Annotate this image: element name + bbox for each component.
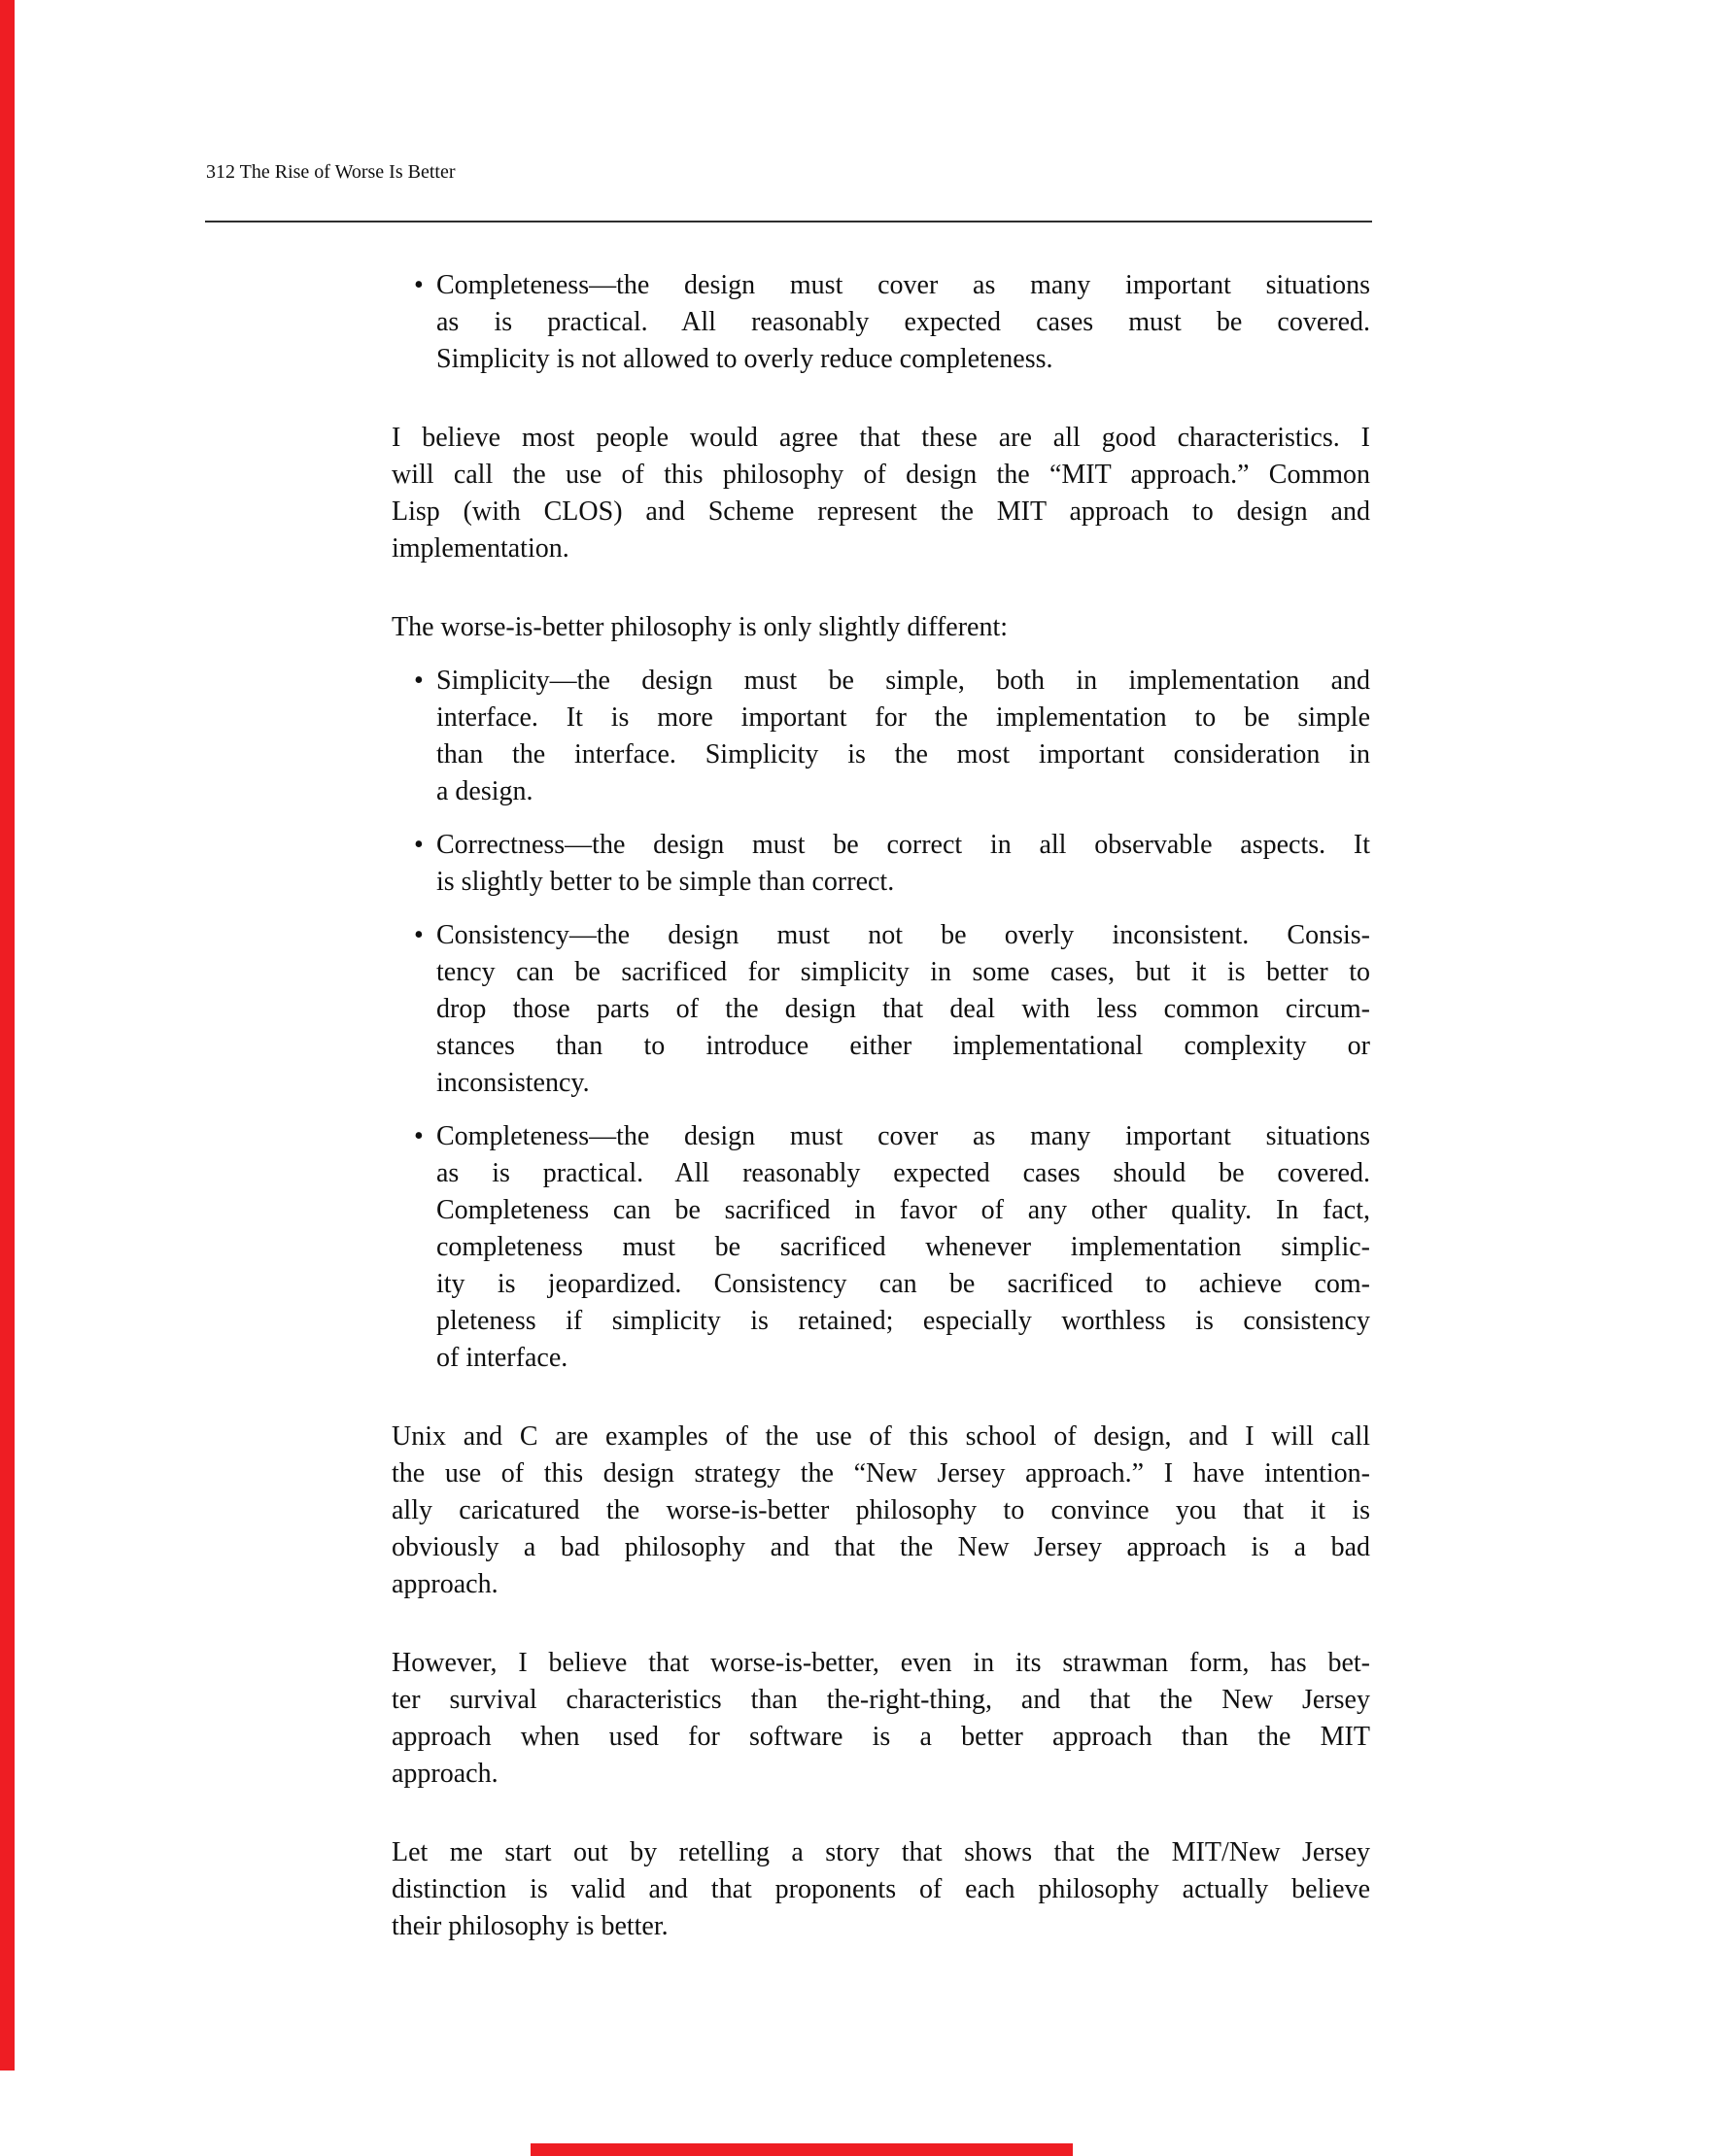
text-line: interface. It is more important for the implementation to be simple (436, 702, 1370, 733)
content (392, 267, 1370, 1945)
bullet-icon: • (414, 666, 424, 696)
text-line: drop those parts of the design that deal with less common circum- (436, 994, 1370, 1024)
text-line: However, I believe that worse-is-better, even in its strawman form, has bet- (392, 1648, 1370, 1678)
left-edge-scroll-marker (0, 0, 15, 2070)
text-line: Completeness—the design must cover as many important situations (436, 1121, 1370, 1151)
paragraph (392, 1834, 1370, 1945)
text-line: is slightly better to be simple than correct. (436, 867, 895, 897)
text-line: Lisp (with CLOS) and Scheme represent the MIT approach to design and (392, 496, 1370, 527)
header-rule (205, 221, 1372, 222)
bullet-item (392, 663, 1370, 810)
paragraph (392, 1645, 1370, 1793)
text-line: will call the use of this philosophy of design the “MIT approach.” Common (392, 460, 1370, 490)
text-line: approach when used for software is a better approach than the MIT (392, 1722, 1370, 1752)
bullet-item (392, 827, 1370, 901)
text-line: the use of this design strategy the “New Jersey approach.” I have intention- (392, 1458, 1370, 1489)
running-header: 312 The Rise of Worse Is Better (206, 161, 456, 183)
bottom-edge-scroll-marker (531, 2143, 1073, 2156)
bullet-icon: • (414, 270, 424, 300)
text-line: Consistency—the design must not be overly inconsistent. Consis- (436, 920, 1370, 950)
text-line: stances than to introduce either implementational complexity or (436, 1031, 1370, 1061)
text-line: as is practical. All reasonably expected cases must be covered. (436, 307, 1370, 337)
text-line: Completeness can be sacrificed in favor of any other quality. In fact, (436, 1195, 1370, 1225)
paragraph (392, 420, 1370, 567)
text-line: their philosophy is better. (392, 1911, 669, 1941)
bullet-item (392, 1118, 1370, 1377)
text-line: obviously a bad philosophy and that the New Jersey approach is a bad (392, 1532, 1370, 1562)
text-line: ity is jeopardized. Consistency can be sacrificed to achieve com- (436, 1269, 1370, 1299)
text-line: ally caricatured the worse-is-better philosophy to convince you that it is (392, 1495, 1370, 1525)
paragraph (392, 1419, 1370, 1603)
bullet-icon: • (414, 830, 424, 860)
text-line: implementation. (392, 533, 569, 564)
text-line: completeness must be sacrificed whenever implementation simplic- (436, 1232, 1370, 1262)
text-line: The worse-is-better philosophy is only slightly different: (392, 612, 1009, 642)
bullet-item (392, 917, 1370, 1102)
text-line: Unix and C are examples of the use of this school of design, and I will call (392, 1421, 1370, 1452)
bullet-icon: • (414, 1121, 424, 1151)
text-line: Simplicity is not allowed to overly reduce completeness. (436, 344, 1053, 374)
text-line: Let me start out by retelling a story that shows that the MIT/New Jersey (392, 1837, 1370, 1867)
text-line: approach. (392, 1569, 499, 1599)
text-line: of interface. (436, 1343, 568, 1373)
text-line: tency can be sacrificed for simplicity in some cases, but it is better to (436, 957, 1370, 987)
text-line: than the interface. Simplicity is the most important consideration in (436, 739, 1370, 770)
text-line: pleteness if simplicity is retained; especially worthless is consistency (436, 1306, 1370, 1336)
text-line: inconsistency. (436, 1068, 590, 1098)
text-line: Correctness—the design must be correct in all observable aspects. It (436, 830, 1370, 860)
text-line: a design. (436, 776, 533, 806)
text-line: Completeness—the design must cover as many important situations (436, 270, 1370, 300)
text-line: Simplicity—the design must be simple, both in implementation and (436, 666, 1370, 696)
paragraph (392, 609, 1370, 646)
bullet-item (392, 267, 1370, 378)
text-line: I believe most people would agree that these are all good characteristics. I (392, 423, 1370, 453)
text-line: ter survival characteristics than the-right-thing, and that the New Jersey (392, 1685, 1370, 1715)
text-line: distinction is valid and that proponents of each philosophy actually believe (392, 1874, 1370, 1904)
text-line: as is practical. All reasonably expected cases should be covered. (436, 1158, 1370, 1188)
text-line: approach. (392, 1759, 499, 1789)
bullet-icon: • (414, 920, 424, 950)
